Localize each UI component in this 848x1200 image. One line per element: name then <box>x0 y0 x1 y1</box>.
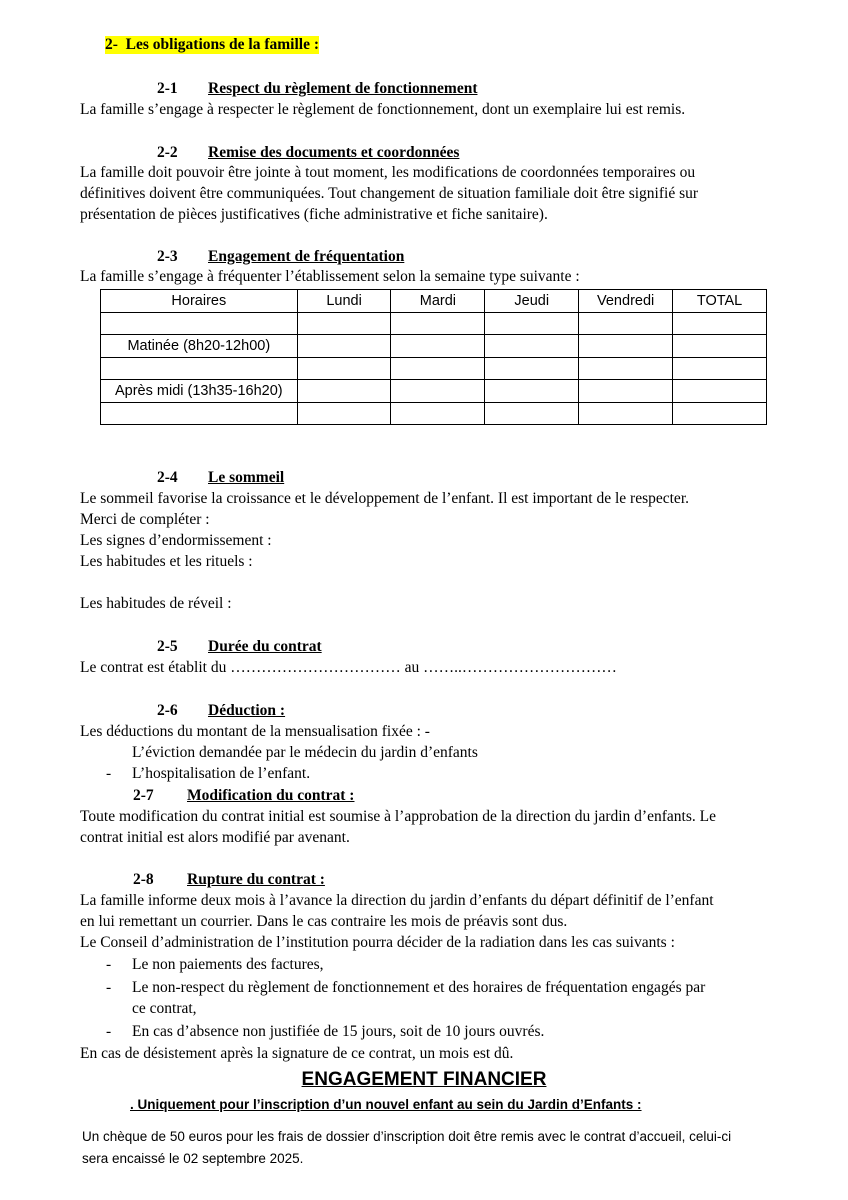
s22-title: Remise des documents et coordonnées <box>208 144 460 161</box>
heading-number: 2- <box>105 36 118 53</box>
s26-number: 2-6 <box>157 702 178 719</box>
table-cell[interactable] <box>673 402 767 425</box>
s26-text-line-3: L’hospitalisation de l’enfant. <box>132 765 311 782</box>
table-row <box>101 312 767 335</box>
table-row <box>101 402 767 425</box>
table-cell[interactable] <box>485 312 579 335</box>
table-cell-afternoon: Après midi (13h35-16h20) <box>101 380 298 403</box>
s28-text-line-3: Le Conseil d’administration de l’institution pourra décider de la radiation dans les cas suivants : <box>80 934 675 951</box>
table-cell[interactable] <box>297 335 391 358</box>
table-cell[interactable] <box>391 335 485 358</box>
table-cell[interactable] <box>485 335 579 358</box>
s23-number: 2-3 <box>157 248 178 265</box>
s28-closing: En cas de désistement après la signature de ce contrat, un mois est dû. <box>80 1045 514 1062</box>
table-header: Vendredi <box>579 290 673 313</box>
table-cell[interactable] <box>485 402 579 425</box>
table-cell[interactable] <box>673 312 767 335</box>
s28-title: Rupture du contrat : <box>187 871 325 888</box>
s28-bullet-3: En cas d’absence non justifiée de 15 jours, soit de 10 jours ouvrés. <box>132 1023 545 1040</box>
s25-number: 2-5 <box>157 638 178 655</box>
s27-number: 2-7 <box>133 787 154 804</box>
table-cell[interactable] <box>297 357 391 380</box>
s24-number: 2-4 <box>157 469 178 486</box>
table-cell[interactable] <box>101 312 298 335</box>
table-cell[interactable] <box>579 335 673 358</box>
table-row <box>101 335 767 358</box>
table-cell[interactable] <box>101 402 298 425</box>
table-header: Jeudi <box>485 290 579 313</box>
table-row <box>101 357 767 380</box>
s28-number: 2-8 <box>133 871 154 888</box>
section-heading <box>105 36 319 54</box>
s28-dash: - <box>106 979 112 996</box>
s25-text: Le contrat est établit du …………………………… au ……..………………………… <box>80 659 617 676</box>
s22-number: 2-2 <box>157 144 178 161</box>
s28-dash: - <box>106 956 112 973</box>
financier-text-line-1: Un chèque de 50 euros pour les frais de dossier d’inscription doit être remis avec le contrat d’accueil, celui-ci <box>82 1129 732 1144</box>
s26-title: Déduction : <box>208 702 286 719</box>
table-header-row <box>101 290 767 313</box>
table-cell[interactable] <box>485 357 579 380</box>
s23-title: Engagement de fréquentation <box>208 248 405 265</box>
s22-text-line-2: définitives doivent être communiquées. Tout changement de situation familiale doit être signifié sur <box>80 185 699 202</box>
heading-title: Les obligations de la famille : <box>125 36 319 53</box>
s28-dash: - <box>106 1023 112 1040</box>
s24-text-line-4: Les habitudes et les rituels : <box>80 553 253 570</box>
financier-title: ENGAGEMENT FINANCIER <box>301 1069 547 1090</box>
s28-bullet-1: Le non paiements des factures, <box>132 956 324 973</box>
s23-text: La famille s’engage à fréquenter l’établissement selon la semaine type suivante : <box>80 268 580 285</box>
table-cell[interactable] <box>297 312 391 335</box>
s27-text-line-2: contrat initial est alors modifié par avenant. <box>80 829 350 846</box>
table-cell[interactable] <box>579 380 673 403</box>
table-header: Mardi <box>391 290 485 313</box>
s26-text-line-2: L’éviction demandée par le médecin du jardin d’enfants <box>132 744 478 761</box>
table-header: Lundi <box>297 290 391 313</box>
financier-text-line-2: sera encaissé le 02 septembre 2025. <box>82 1151 304 1166</box>
table-cell[interactable] <box>579 312 673 335</box>
table-cell[interactable] <box>485 380 579 403</box>
s27-title: Modification du contrat : <box>187 787 355 804</box>
table-cell[interactable] <box>101 357 298 380</box>
s21-text: La famille s’engage à respecter le règlement de fonctionnement, dont un exemplaire lui est remis. <box>80 101 686 118</box>
table-row <box>101 380 767 403</box>
financier-subtitle: . Uniquement pour l’inscription d’un nouvel enfant au sein du Jardin d’Enfants : <box>130 1097 642 1112</box>
table-header: TOTAL <box>673 290 767 313</box>
table-cell[interactable] <box>579 402 673 425</box>
table-cell[interactable] <box>297 402 391 425</box>
table-cell[interactable] <box>673 357 767 380</box>
s28-bullet-2-cont: ce contrat, <box>132 1000 197 1017</box>
attendance-table <box>100 289 767 425</box>
s21-number: 2-1 <box>157 80 178 97</box>
s28-text-line-2: en lui remettant un courrier. Dans le cas contraire les mois de préavis sont dus. <box>80 913 568 930</box>
table-cell[interactable] <box>673 380 767 403</box>
s24-text-line-5: Les habitudes de réveil : <box>80 595 232 612</box>
s21-title: Respect du règlement de fonctionnement <box>208 80 478 97</box>
table-cell[interactable] <box>391 380 485 403</box>
s22-text-line-3: présentation de pièces justificatives (fiche administrative et fiche sanitaire). <box>80 206 548 223</box>
table-cell-morning: Matinée (8h20-12h00) <box>101 335 298 358</box>
s24-text-line-2: Merci de compléter : <box>80 511 210 528</box>
s24-text-line-1: Le sommeil favorise la croissance et le développement de l’enfant. Il est important de le respecter. <box>80 490 689 507</box>
s22-text-line-1: La famille doit pouvoir être jointe à tout moment, les modifications de coordonnées temporaires ou <box>80 164 696 181</box>
s28-bullet-2: Le non-respect du règlement de fonctionnement et des horaires de fréquentation engagés par <box>132 979 706 996</box>
table-cell[interactable] <box>391 312 485 335</box>
s26-text-line-1: Les déductions du montant de la mensualisation fixée : - <box>80 723 430 740</box>
s27-text-line-1: Toute modification du contrat initial est soumise à l’approbation de la direction du jardin d’enfants. Le <box>80 808 716 825</box>
s28-text-line-1: La famille informe deux mois à l’avance la direction du jardin d’enfants du départ définitif de l’enfant <box>80 892 714 909</box>
s24-title: Le sommeil <box>208 469 285 486</box>
table-cell[interactable] <box>391 402 485 425</box>
table-header: Horaires <box>101 290 298 313</box>
s25-title: Durée du contrat <box>208 638 322 655</box>
table-cell[interactable] <box>673 335 767 358</box>
table-cell[interactable] <box>579 357 673 380</box>
table-cell[interactable] <box>297 380 391 403</box>
table-cell[interactable] <box>391 357 485 380</box>
s24-text-line-3: Les signes d’endormissement : <box>80 532 272 549</box>
s26-dash: - <box>106 765 112 782</box>
